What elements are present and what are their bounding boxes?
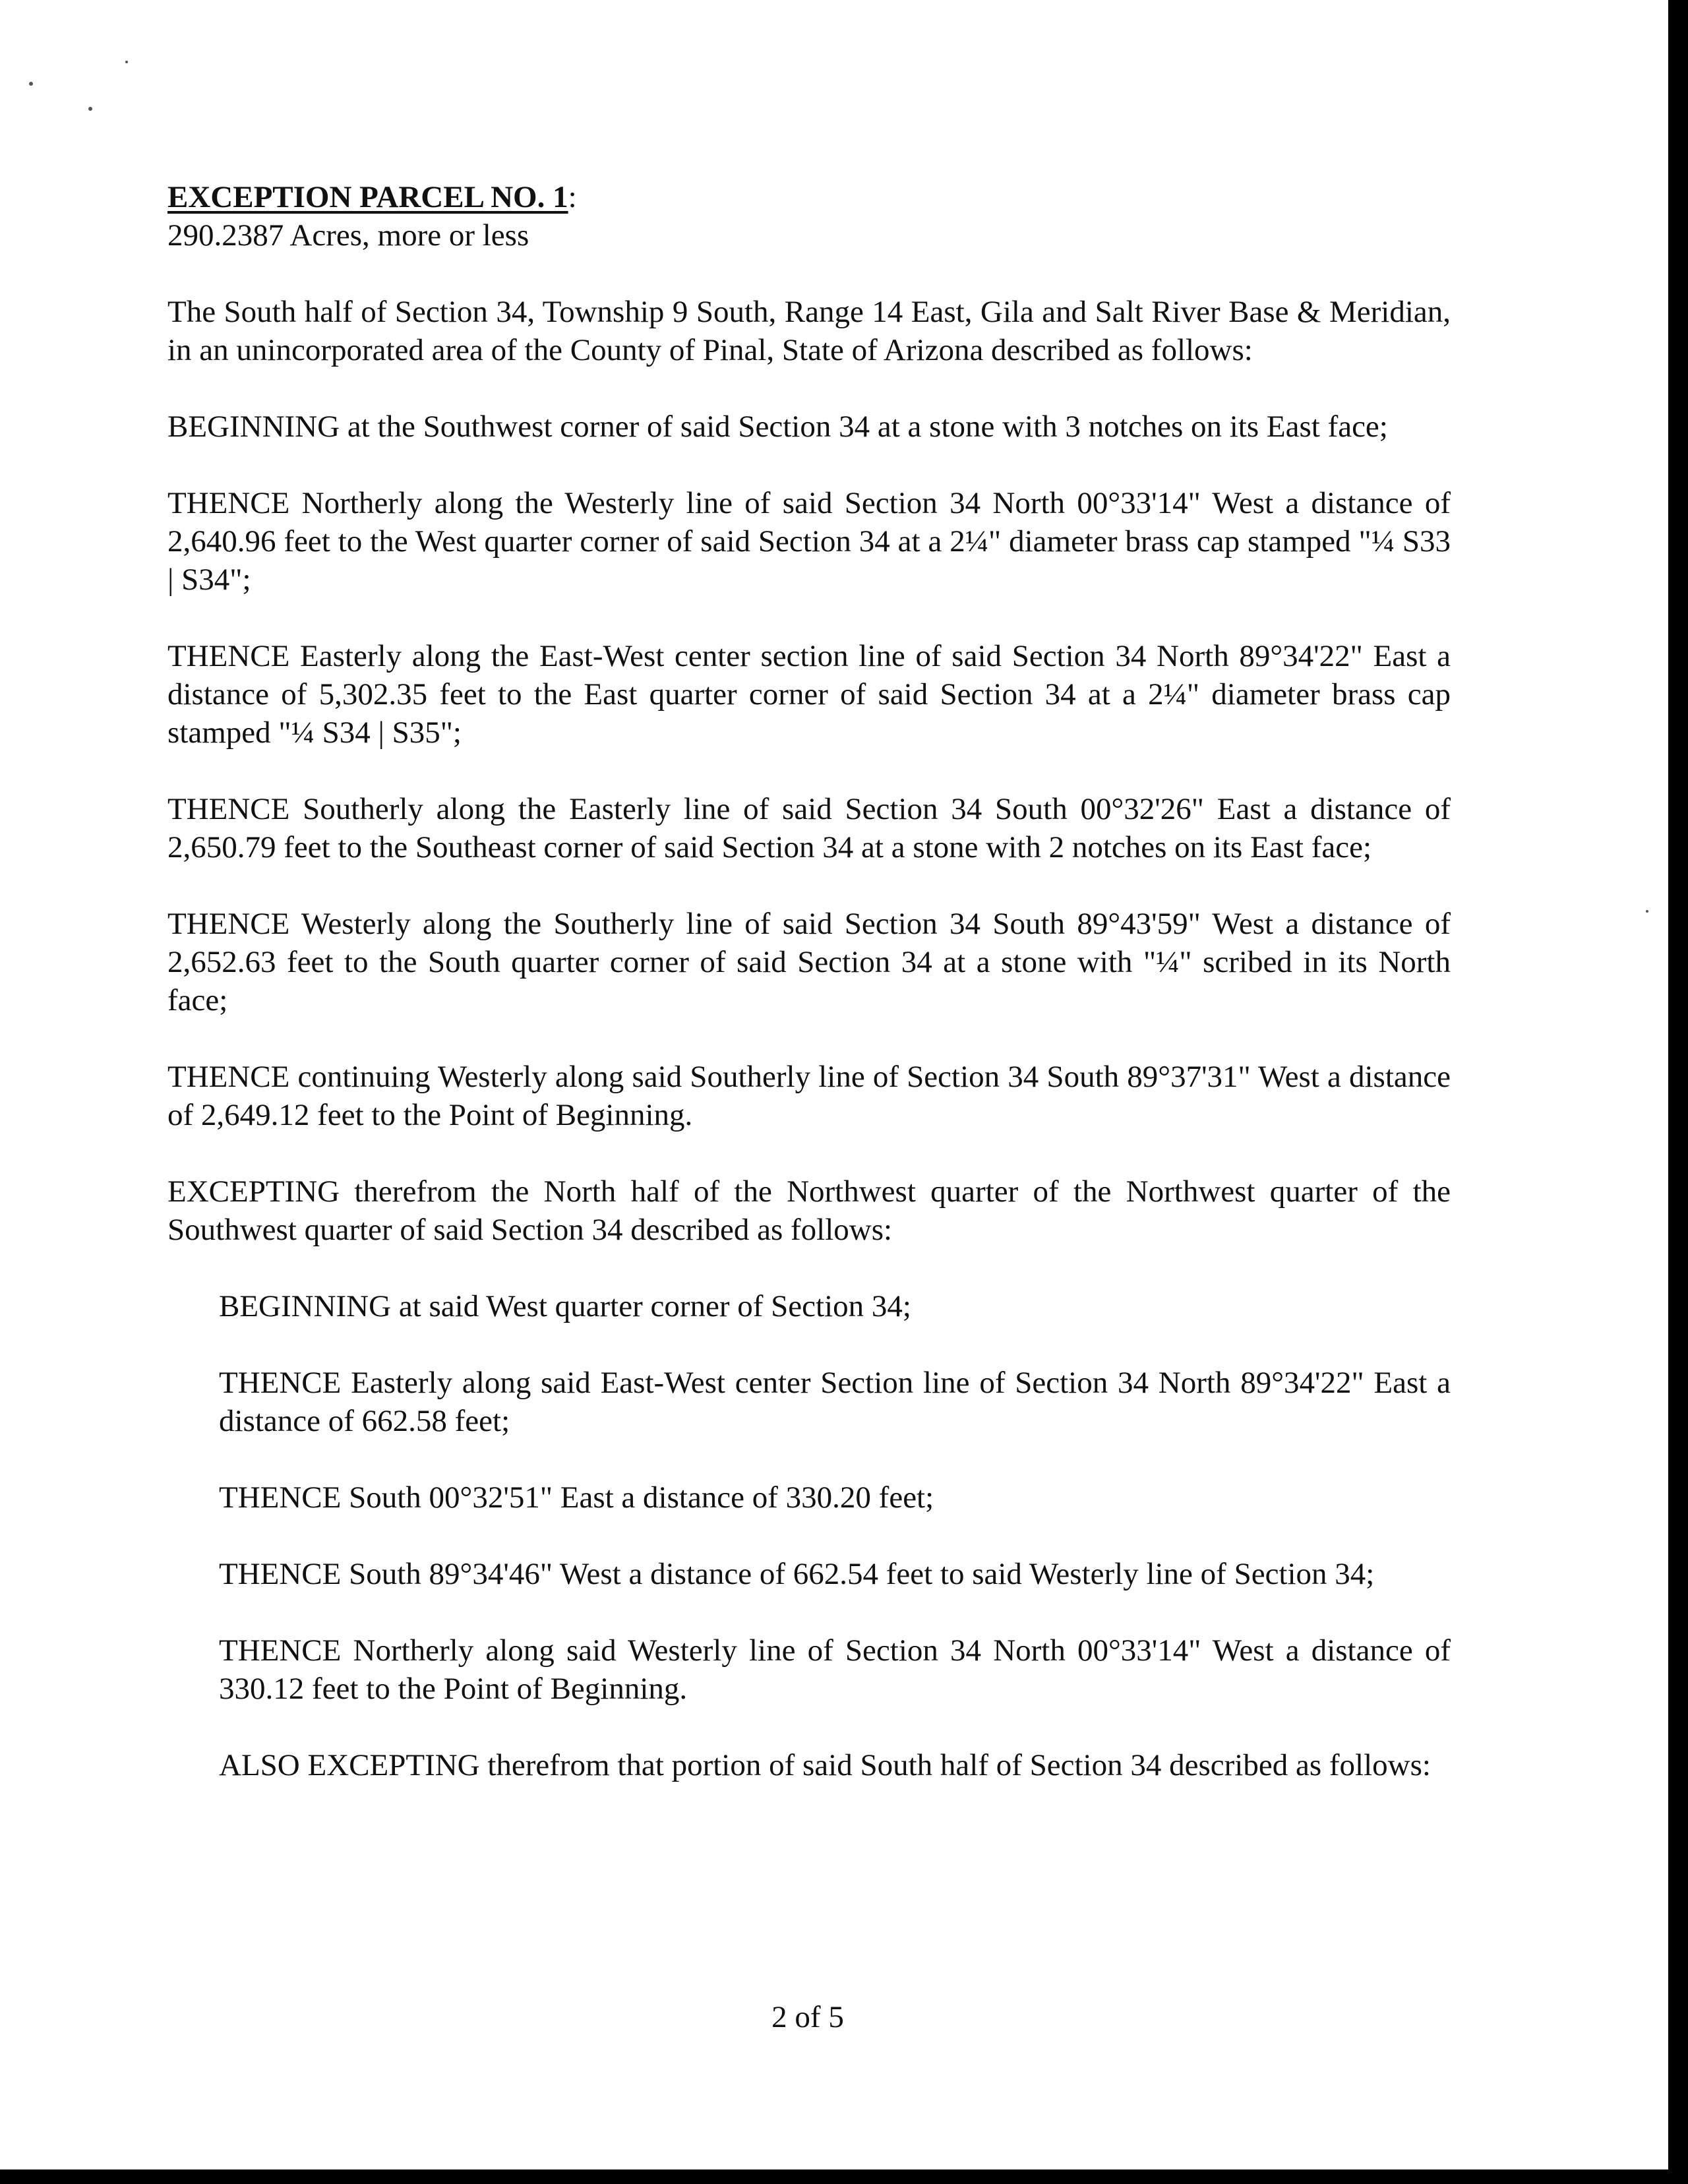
parcel-title-line xyxy=(167,178,1451,216)
scan-speck xyxy=(29,82,33,86)
indented-paragraph-also-excepting: ALSO EXCEPTING therefrom that portion of said South half of Section 34 described as follows: xyxy=(219,1748,1431,1782)
parcel-acreage: 290.2387 Acres, more or less xyxy=(167,218,529,253)
paragraph-thence-east: THENCE Easterly along the East-West center section line of said Section 34 North 89°34'22" East a distance of 5,302.35 feet to the East quarter corner of said Section 34 at a 2¼" diameter brass cap stamped "¼ S34 | S35"; xyxy=(167,639,1451,750)
paragraph-thence-west: THENCE Westerly along the Southerly line of said Section 34 South 89°43'59" West a distance of 2,652.63 feet to the South quarter corner of said Section 34 at a stone with "¼" scribed in its North face; xyxy=(167,907,1451,1017)
paragraph-thence-continuing-west: THENCE continuing Westerly along said Southerly line of Section 34 South 89°37'31" West a distance of 2,649.12 feet to the Point of Beginning. xyxy=(167,1060,1451,1132)
paragraph-beginning: BEGINNING at the Southwest corner of said Section 34 at a stone with 3 notches on its East face; xyxy=(167,410,1388,444)
parcel-title: EXCEPTION PARCEL NO. 1 xyxy=(167,180,568,214)
parcel-heading xyxy=(167,178,1451,255)
indented-paragraph-thence-north: THENCE Northerly along said Westerly line of Section 34 North 00°33'14" West a distance of 330.12 feet to the Point of Beginning. xyxy=(219,1633,1451,1706)
indented-paragraph-thence-south: THENCE South 00°32'51" East a distance of 330.20 feet; xyxy=(219,1480,934,1515)
indented-paragraph-beginning: BEGINNING at said West quarter corner of Section 34; xyxy=(219,1289,911,1323)
scan-speck xyxy=(125,61,128,63)
indented-paragraph-thence-west: THENCE South 89°34'46" West a distance of 662.54 feet to said Westerly line of Section 34; xyxy=(219,1557,1375,1591)
paragraph-description: The South half of Section 34, Township 9 South, Range 14 East, Gila and Salt River Base & Meridian, in an unincorporated area of the County of Pinal, State of Arizona described as follows: xyxy=(167,295,1451,367)
scan-border-right xyxy=(1668,0,1688,2184)
parcel-title-colon: : xyxy=(568,180,577,214)
paragraph-excepting: EXCEPTING therefrom the North half of the Northwest quarter of the Northwest quarter of the Southwest quarter of said Section 34 described as follows: xyxy=(167,1174,1451,1247)
paragraph-thence-south: THENCE Southerly along the Easterly line of said Section 34 South 00°32'26" East a distance of 2,650.79 feet to the Southeast corner of said Section 34 at a stone with 2 notches on its East face; xyxy=(167,792,1451,864)
document-body xyxy=(167,178,1451,1823)
scan-speck xyxy=(88,107,92,111)
paragraph-thence-north: THENCE Northerly along the Westerly line of said Section 34 North 00°33'14" West a distance of 2,640.96 feet to the West quarter corner of said Section 34 at a 2¼" diameter brass cap stamped "¼ S33 | S34"; xyxy=(167,486,1451,597)
scan-speck xyxy=(1646,910,1648,913)
page-number: 2 of 5 xyxy=(771,2000,844,2034)
indented-paragraph-thence-east: THENCE Easterly along said East-West center Section line of Section 34 North 89°34'22" East a distance of 662.58 feet; xyxy=(219,1366,1451,1438)
scan-border-bottom xyxy=(0,2169,1688,2184)
